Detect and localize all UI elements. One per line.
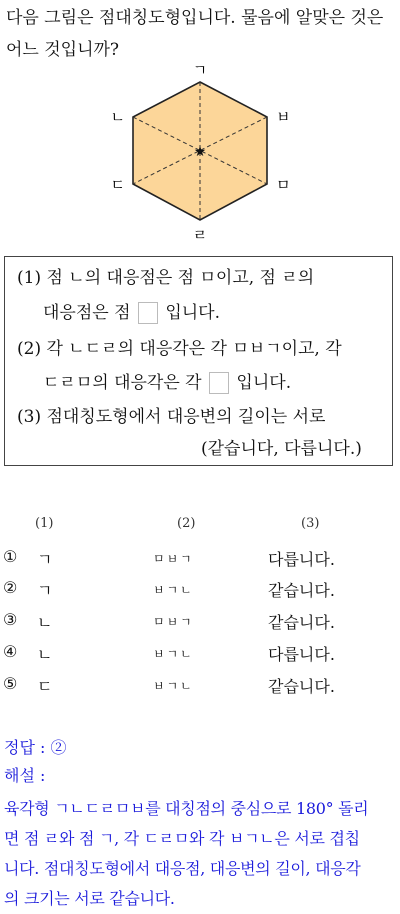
choice-5-col3: 같습니다. [268, 677, 335, 696]
explanation-line-2: 면 점 ㄹ와 점 ㄱ, 각 ㄷㄹㅁ와 각 ㅂㄱㄴ은 서로 겹칩 [4, 829, 360, 848]
condition-3-line-1: (3) 점대칭도형에서 대응변의 길이는 서로 [17, 407, 326, 427]
choice-1-col2: ㅁㅂㄱ [153, 552, 194, 566]
question-line-2: 어느 것입니까? [6, 40, 120, 60]
choice-5-number[interactable]: ⑤ [3, 674, 18, 693]
answer-blank-2 [209, 372, 229, 394]
vertex-label-top: ㄱ [192, 61, 208, 79]
choice-2-col2: ㅂㄱㄴ [153, 583, 194, 597]
choice-4-col3: 다릅니다. [268, 645, 335, 664]
choice-1-number[interactable]: ① [3, 547, 18, 566]
choice-5-col2: ㅂㄱㄴ [153, 679, 194, 693]
choice-5-col1: ㄷ [37, 677, 53, 696]
choice-1-col1: ㄱ [37, 550, 53, 569]
condition-2-line-1: (2) 각 ㄴㄷㄹ의 대응각은 각 ㅁㅂㄱ이고, 각 [17, 339, 342, 359]
condition-1-text-b: 입니다. [165, 303, 220, 323]
header-2: (2) [177, 516, 196, 531]
vertex-label-upper-left: ㄴ [110, 108, 125, 126]
explanation-text [4, 794, 398, 914]
choice-2-col3: 같습니다. [268, 581, 335, 600]
condition-3-line-2: (같습니다, 다릅니다.) [201, 439, 362, 459]
choice-4-col1: ㄴ [37, 645, 53, 664]
header-1: (1) [35, 516, 54, 531]
answer-blank-1 [138, 302, 158, 324]
choice-3-col3: 같습니다. [268, 613, 335, 632]
condition-1-line-1: (1) 점 ㄴ의 대응점은 점 ㅁ이고, 점 ㄹ의 [17, 268, 315, 288]
choice-3-number[interactable]: ③ [3, 610, 18, 629]
hexagon-diagram [100, 60, 300, 250]
condition-2-text-a: ㄷㄹㅁ의 대응각은 각 [43, 373, 202, 393]
choice-3-col1: ㄴ [37, 613, 53, 632]
explanation-line-1: 육각형 ㄱㄴㄷㄹㅁㅂ를 대칭점의 중심으로 180° 돌리 [4, 799, 369, 818]
hexagon-figure [100, 60, 300, 250]
choice-4-number[interactable]: ④ [3, 642, 18, 661]
choice-4-col2: ㅂㄱㄴ [153, 647, 194, 661]
choice-2-number[interactable]: ② [3, 578, 18, 597]
question-text [6, 2, 396, 66]
condition-2-line-2 [43, 371, 291, 395]
explanation-label: 해설 : [4, 766, 46, 785]
conditions-box [4, 256, 393, 466]
question-line-1: 다음 그림은 점대칭도형입니다. 물음에 알맞은 것은 [6, 8, 384, 28]
condition-1-text-a: 대응점은 점 [43, 303, 131, 323]
center-star-icon: ★ [193, 144, 207, 160]
vertex-label-lower-right: ㅁ [276, 176, 291, 194]
explanation-line-4: 의 크기는 서로 같습니다. [4, 889, 175, 908]
vertex-label-upper-right: ㅂ [276, 108, 291, 126]
vertex-label-bottom: ㄹ [192, 226, 208, 244]
explanation-line-3: 니다. 점대칭도형에서 대응점, 대응변의 길이, 대응각 [4, 859, 361, 878]
choice-3-col2: ㅁㅂㄱ [153, 615, 194, 629]
choice-1-col3: 다릅니다. [268, 550, 335, 569]
vertex-label-lower-left: ㄷ [110, 176, 125, 194]
answer-label: 정답 : ② [4, 738, 67, 757]
choice-2-col1: ㄱ [37, 581, 53, 600]
header-3: (3) [301, 516, 320, 531]
condition-2-text-b: 입니다. [236, 373, 292, 393]
condition-1-line-2 [43, 301, 220, 325]
